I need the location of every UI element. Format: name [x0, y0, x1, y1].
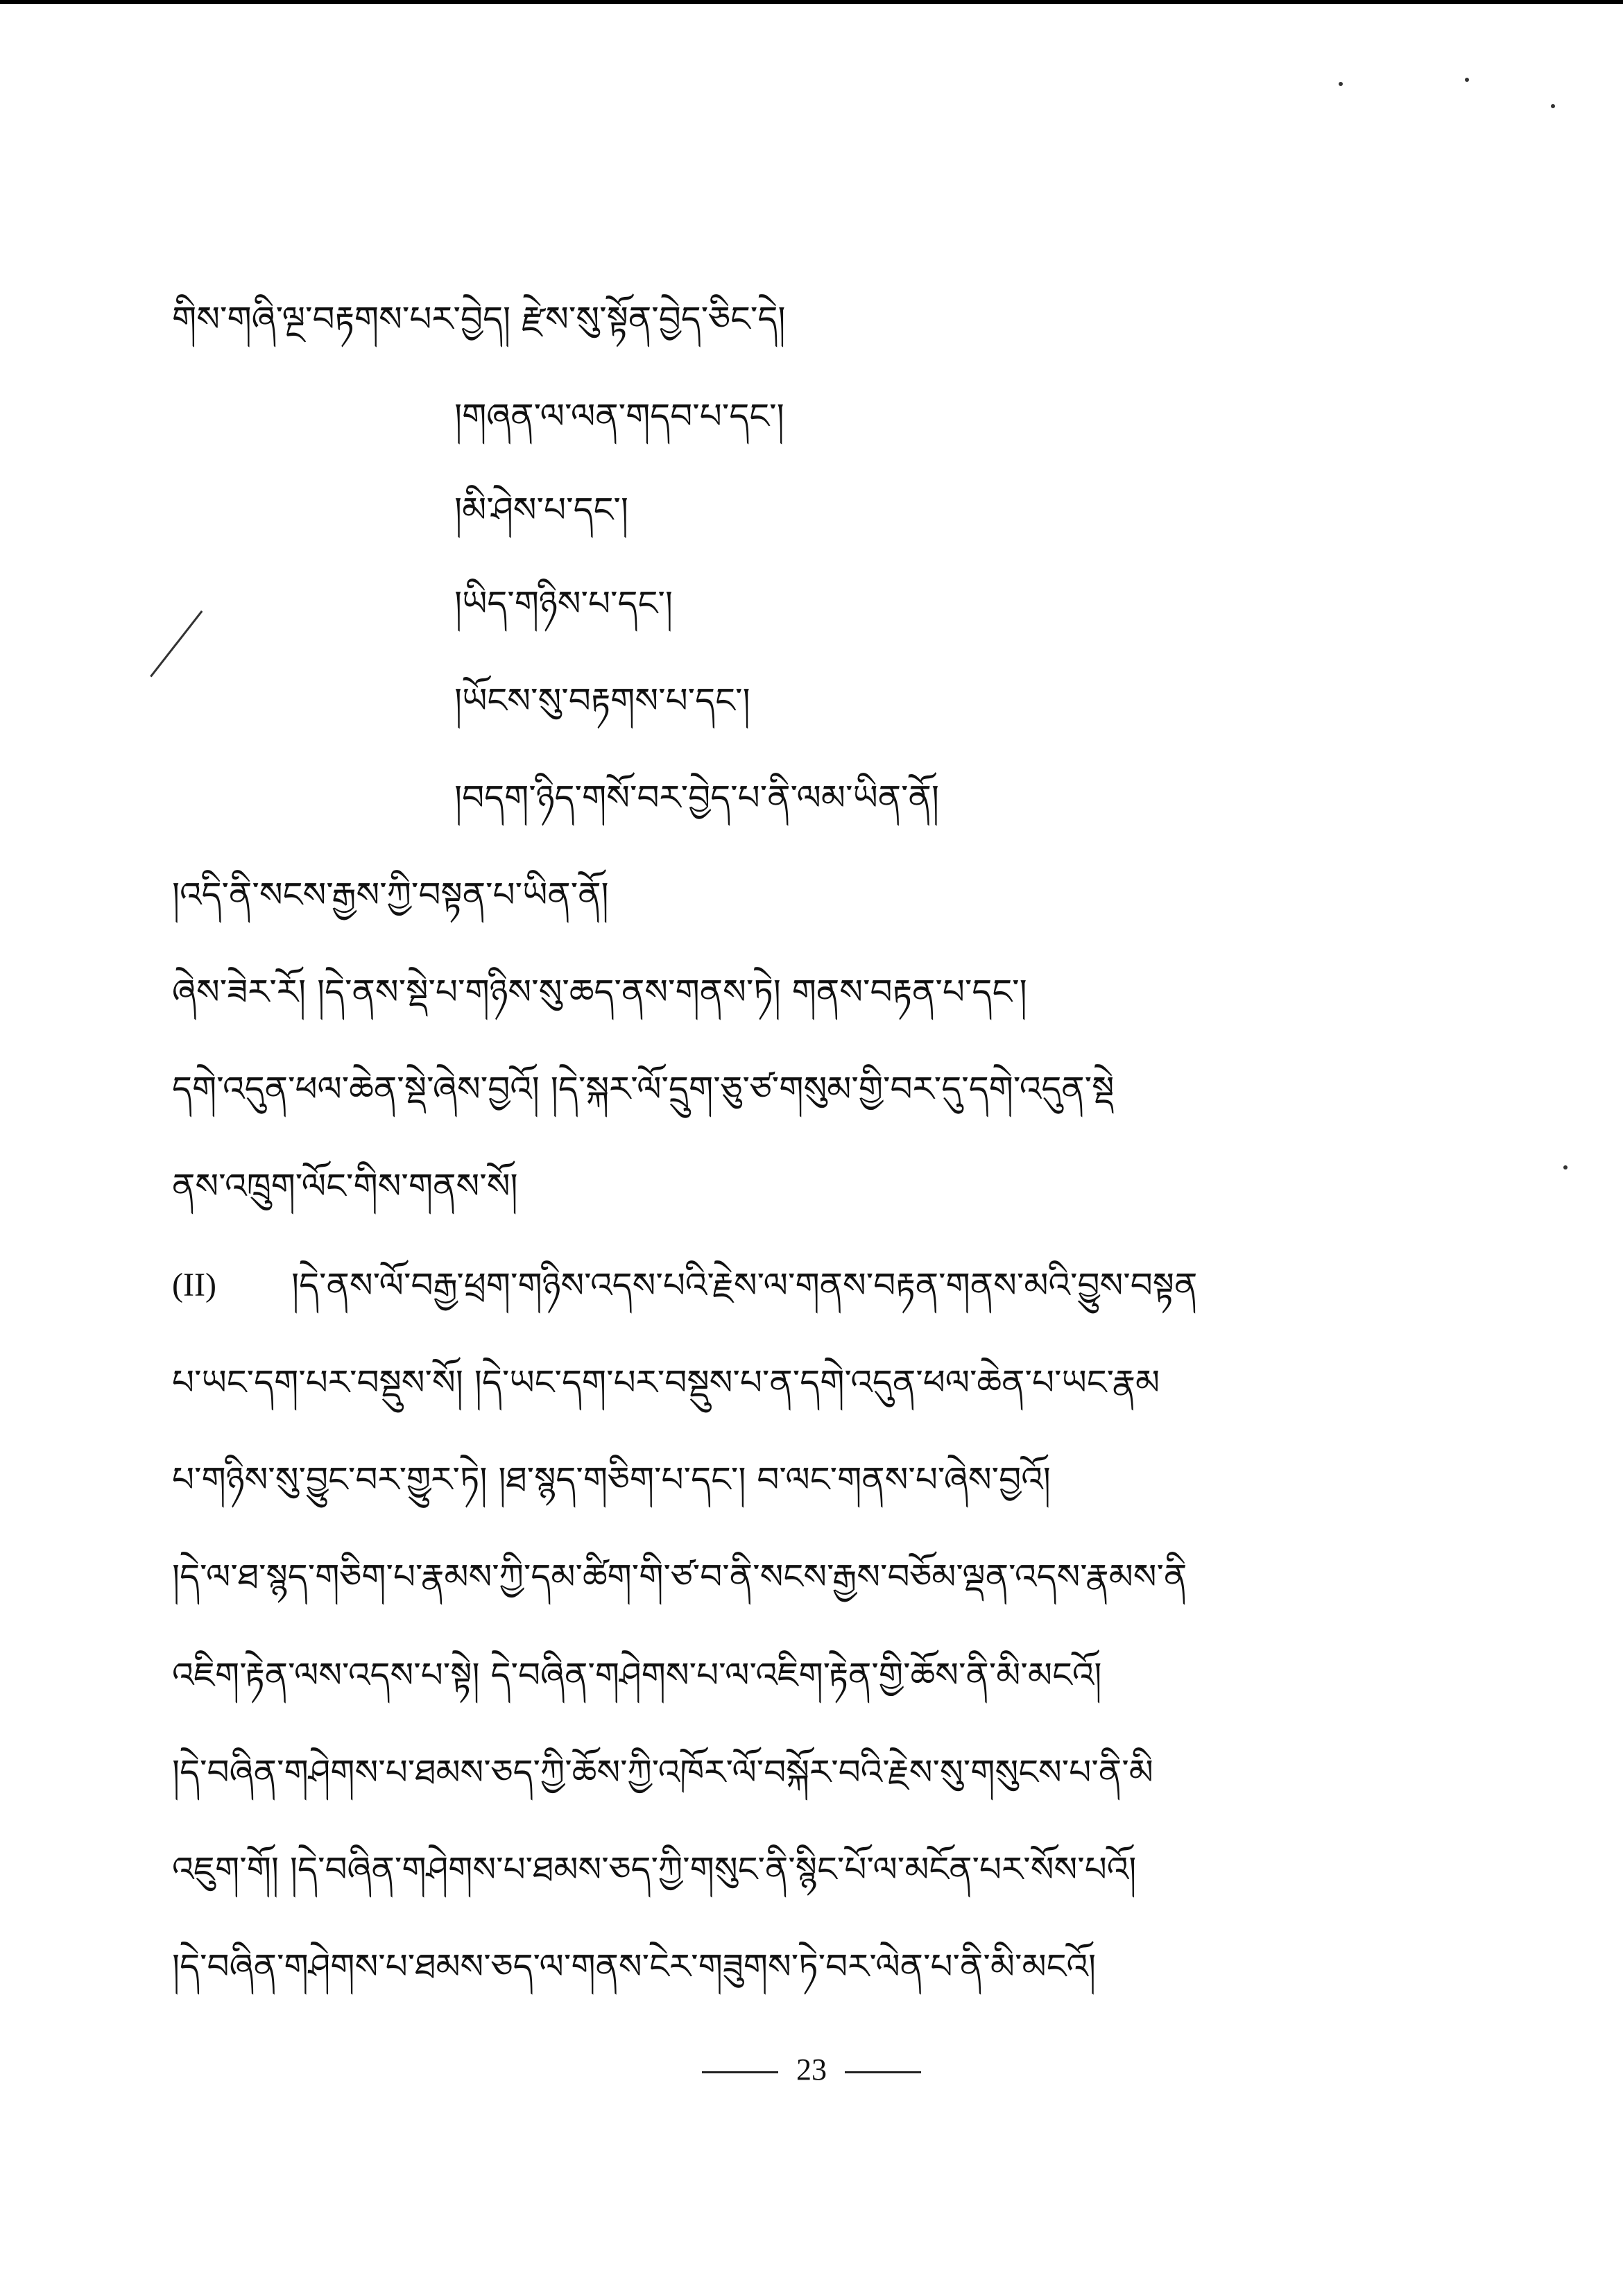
text-line-9: །དེ་ལ་ཐ་སྙད་གཅིག་པ་རྣམས་ཀྱི་དམ་ཚིག་གི་ཙ་བ་ནི་སངས་རྒྱས་བཅོམ་ལྡན་འདས་རྣམས་ནི [172, 1557, 1187, 1597]
speck [1563, 1165, 1568, 1170]
list-item-2: །མི་ཤེས་པ་དང་། [454, 490, 628, 530]
text-line-6: །དེ་ནས་ལོ་བརྒྱ་ཕྲག་གཉིས་འདས་པའི་རྗེས་ལ་གནས་བརྟན་གནས་མའི་བྱུས་བསྟན [291, 1265, 1198, 1305]
list-item-1: །གཞན་ལ་ལན་གདབ་པ་དང་། [454, 396, 784, 436]
section-marker: (II) [172, 1267, 216, 1303]
text-line-7: པ་ཡང་དག་པར་བསྡུས་སོ། །དེ་ཡང་དག་པར་བསྡུས་པ་ན་དགེ་འདུན་ཕལ་ཆེན་པ་ཡང་རྣམ [172, 1362, 1160, 1403]
text-line-1: གིས་གཞི་ལྔ་བརྟགས་པར་བྱེད། རྫེས་སུ་སྟོན་བྱེད་ཅིང་དེ། [172, 299, 786, 339]
text-line-5: ནས་འཁྲུག་ལོང་གིས་གནས་སོ། [172, 1166, 518, 1206]
speck [1551, 104, 1555, 108]
list-item-4: །ཡོངས་སུ་བརྟགས་པ་དང་། [454, 680, 750, 721]
text-line-13: །དེ་བཞིན་གཤེགས་པ་ཐམས་ཅད་ལ་གནས་ངེར་གཟུགས་ཏེ་བར་ལེན་པ་ནི་མི་མངའོ། [172, 1946, 1097, 1987]
footer-dash-right [845, 2071, 921, 2073]
page-number: 23 [796, 2053, 827, 2087]
text-line-11: །དེ་བཞིན་གཤེགས་པ་ཐམས་ཅད་ཀྱི་ཆོས་ཀྱི་འཁོར་ལོ་བསྐོར་བའི་རྗེས་སུ་གསུངས་པ་ནི་མི [172, 1752, 1153, 1792]
top-rule [0, 0, 1623, 4]
footer-dash-left [702, 2071, 778, 2073]
text-line-12: འཇུག་གོ། །དེ་བཞིན་གཤེགས་པ་ཐམས་ཅད་ཀྱི་གསུང་ནི་སྙིང་པོ་ལ་མངོན་པར་སོས་པའོ། [172, 1849, 1137, 1890]
text-line-2: །འདི་ནི་སངས་རྒྱས་ཀྱི་བསྟན་པ་ཡིན་ནོ། [172, 875, 609, 915]
speck [1339, 82, 1343, 86]
text-line-8: པ་གཉིས་སུ་བྱུང་བར་གྱུར་ཏེ། །ཐ་སྙད་གཅིག་པ་དང་། བ་ལང་གནས་པ་ཞེས་བྱའོ། [172, 1459, 1051, 1500]
text-line-10: འཇིག་རྟེན་ལས་འདས་པ་སྟེ། དེ་བཞིན་གཤེགས་པ་ལ་འཇིག་རྟེན་གྱི་ཆོས་ནི་མི་མངའོ། [172, 1655, 1102, 1695]
text-line-3: ཞེས་ཟེར་རོ། །དེ་ནས་སྡེ་པ་གཉིས་སུ་ཆད་ནས་གནས་ཏེ། གནས་བརྟན་པ་དང་། [172, 972, 1027, 1012]
list-item-3: །ཡིད་གཉིས་པ་དང་། [454, 583, 673, 624]
page-footer [0, 2049, 1623, 2091]
list-item-5: །བདག་ཉིད་གསོ་བར་བྱེད་པ་ནི་ལམ་ཡིན་ནོ། [454, 778, 939, 818]
speck [1465, 78, 1469, 82]
text-line-4: དགེ་འདུན་ཕལ་ཆེན་སྡེ་ཞེས་བྱའོ། །དེ་སྐར་ལོ་དྲུག་ཅུ་ཙ་གསུམ་གྱི་བར་དུ་དགེ་འདུན་སྡེ [172, 1069, 1115, 1109]
pencil-mark [150, 610, 203, 677]
